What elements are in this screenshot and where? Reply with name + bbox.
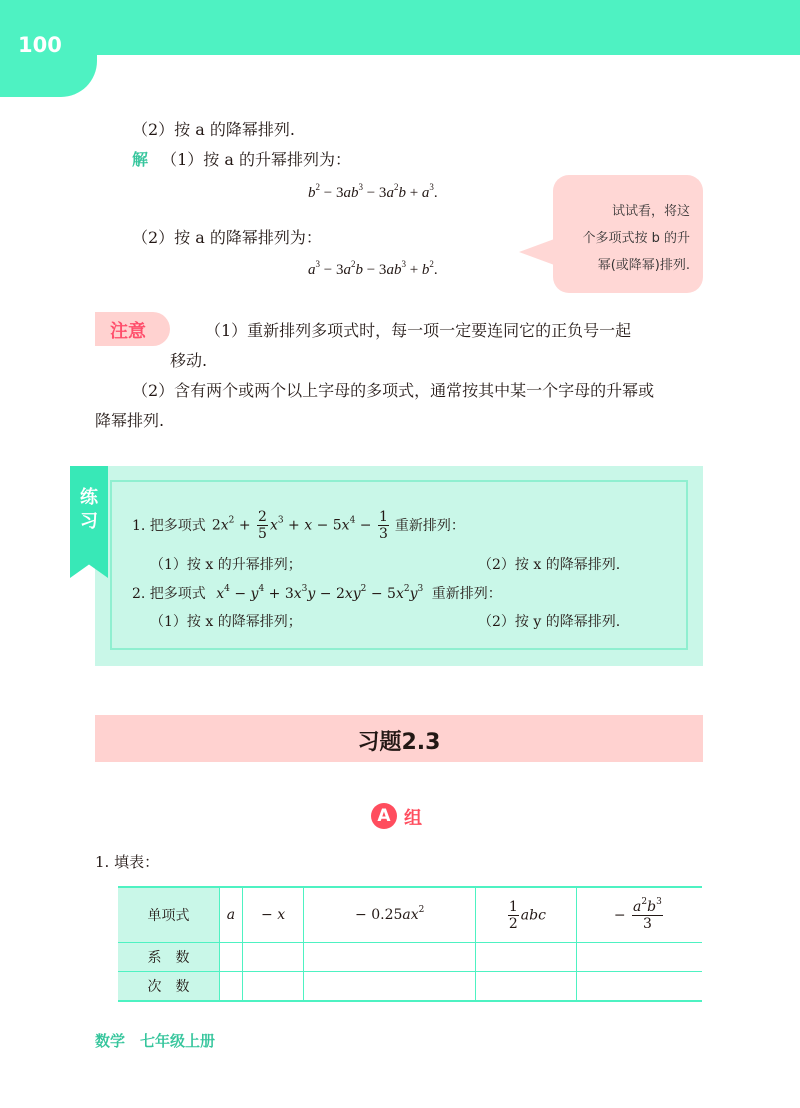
answer-cell[interactable] bbox=[242, 943, 303, 972]
monomial-half-abc: $\frac{1}{2}$ abc bbox=[476, 887, 576, 943]
note-label: 注意 bbox=[110, 321, 146, 342]
answer-cell[interactable] bbox=[304, 943, 476, 972]
monomial-neg-x: − x bbox=[242, 887, 303, 943]
header-band bbox=[95, 0, 800, 55]
answer-cell[interactable] bbox=[576, 972, 702, 1002]
descending-expression: $a^3 - 3a^2b - 3ab^3 + b^2$. bbox=[308, 259, 438, 278]
row-label-coefficient: 系 数 bbox=[118, 943, 220, 972]
practice-q2-part-a: （1）按 x 的降幂排列； bbox=[150, 614, 302, 630]
answer-cell[interactable] bbox=[576, 943, 702, 972]
solution-line-1 bbox=[132, 147, 351, 170]
note-item-1-cont: 移动. bbox=[170, 351, 208, 370]
callout-line: 试试看，将这 bbox=[611, 204, 690, 219]
practice-label: 练习 bbox=[80, 487, 98, 532]
practice-q2-prefix: 2. 把多项式 bbox=[132, 586, 206, 602]
group-label: 组 bbox=[404, 808, 422, 829]
row-label-monomial: 单项式 bbox=[118, 887, 220, 943]
table-row bbox=[118, 943, 702, 972]
table-row bbox=[118, 972, 702, 1002]
answer-cell[interactable] bbox=[242, 972, 303, 1002]
practice-q1-part-a: （1）按 x 的升幂排列； bbox=[150, 557, 302, 573]
practice-question-2 bbox=[132, 583, 502, 603]
answer-cell[interactable] bbox=[476, 943, 576, 972]
solution-label: 解 bbox=[132, 150, 149, 169]
answer-cell[interactable] bbox=[304, 972, 476, 1002]
practice-q1-polynomial: $2x^2$ + $\frac{2}{5}$ $x^3 + x - 5x^4$ − $\frac{1}{3}$ bbox=[211, 508, 388, 542]
practice-q1-suffix: 重新排列： bbox=[394, 518, 465, 534]
question-part-2: （2）按 a 的降幂排列. bbox=[132, 120, 295, 139]
practice-q2-suffix: 重新排列： bbox=[431, 586, 502, 602]
callout-tail bbox=[519, 238, 557, 266]
practice-q1-prefix: 1. 把多项式 bbox=[132, 518, 206, 534]
monomial-table bbox=[118, 886, 702, 1002]
exercise-1-prompt: 1. 填表： bbox=[95, 853, 160, 871]
answer-cell[interactable] bbox=[220, 972, 243, 1002]
practice-question-1 bbox=[132, 505, 465, 545]
practice-q2-polynomial: $x^4 - y^4 + 3x^3y - 2xy^2 - 5x^2y^3$ bbox=[216, 584, 424, 602]
page-number: 100 bbox=[18, 33, 62, 57]
answer-cell[interactable] bbox=[220, 943, 243, 972]
row-label-degree: 次 数 bbox=[118, 972, 220, 1002]
exercises-title: 习题2.3 bbox=[357, 730, 441, 755]
callout-line: 个多项式按 b 的升 bbox=[582, 231, 690, 246]
monomial-fraction: − $\frac{a^2b^3}{3}$ bbox=[576, 887, 702, 943]
footer-book-title: 数学 七年级上册 bbox=[95, 1032, 216, 1050]
callout-text bbox=[570, 198, 690, 279]
callout-line: 幂(或降幂)排列. bbox=[597, 258, 690, 273]
note-item-2-cont: 降幂排列. bbox=[95, 411, 165, 430]
ascending-expression: $b^2 - 3ab^3 - 3a^2b + a^3$. bbox=[308, 182, 438, 201]
practice-q2-part-b: （2）按 y 的降幂排列. bbox=[478, 614, 621, 630]
solution-step-1: （1）按 a 的升幂排列为： bbox=[161, 150, 352, 169]
group-a-badge: A bbox=[371, 803, 397, 829]
practice-q1-part-b: （2）按 x 的降幂排列. bbox=[478, 557, 621, 573]
note-item-1: （1）重新排列多项式时，每一项一定要连同它的正负号一起 bbox=[205, 321, 632, 340]
table-row bbox=[118, 887, 702, 943]
monomial-a: a bbox=[220, 887, 243, 943]
answer-cell[interactable] bbox=[476, 972, 576, 1002]
note-item-2: （2）含有两个或两个以上字母的多项式，通常按其中某一个字母的升幂或 bbox=[132, 381, 655, 400]
solution-step-2: （2）按 a 的降幂排列为： bbox=[132, 228, 322, 247]
monomial-decimal: − $0.25ax^2$ bbox=[304, 887, 476, 943]
